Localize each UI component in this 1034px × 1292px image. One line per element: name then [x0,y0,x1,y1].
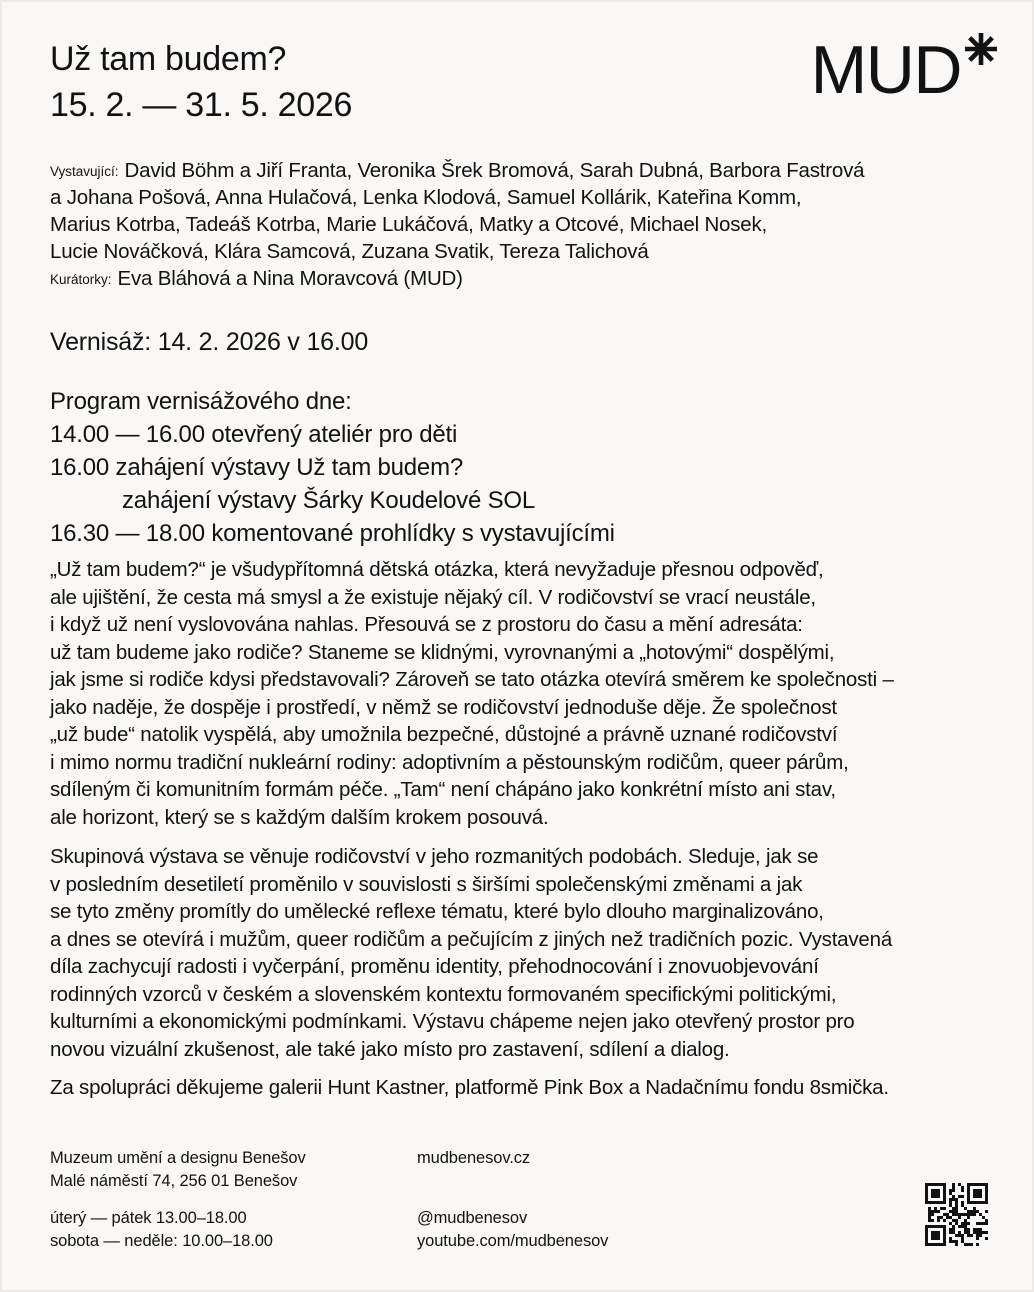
program-item: 16.00 zahájení výstavy Už tam budem? [50,454,464,481]
body-text-line: kulturními a ekonomickými podmínkami. Výstavu chápeme nejen jako otevřený prostor pro [50,1010,855,1033]
museum-address: Malé náměstí 74, 256 01 Benešov [50,1172,298,1190]
program-heading: Program vernisážového dne: [50,388,352,415]
program-item: 14.00 — 16.00 otevřený ateliér pro děti [50,421,458,448]
footer-website-block [417,1147,530,1170]
body-paragraph-2 [50,843,892,1063]
exhibitors-names-line: Lucie Nováčková, Klára Samcová, Zuzana Svatik, Tereza Talichová [50,240,649,263]
program-item: zahájení výstavy Šárky Koudelové SOL [122,487,536,514]
body-text-line: Skupinová výstava se věnuje rodičovství v jeho rozmanitých podobách. Sleduje, jak se [50,845,819,868]
body-text-line: i když už není vyslovována nahlas. Přesouvá se z prostoru do času a mění adresáta: [50,613,803,636]
exhibitors-names-line: Marius Kotrba, Tadeáš Kotrba, Marie Lukáčová, Matky a Otcové, Michael Nosek, [50,213,768,236]
qr-code [925,1183,988,1246]
body-text-line: i mimo normu tradiční nukleární rodiny: adoptivním a pěstounským rodičům, queer párům, [50,750,849,774]
body-text-line: ale ujištění, že cesta má smysl a že existuje nějaký cíl. V rodičovství se vrací neustále, [50,585,816,609]
body-text-line: sdíleným či komunitním formám péče. „Tam“ není chápáno jako konkrétní místo ani stav, [50,778,836,801]
footer-hours-block [50,1207,273,1253]
opening-hours-weekdays: úterý — pátek 13.00–18.00 [50,1209,247,1227]
exhibitors-more-lines [50,184,864,265]
youtube-url: youtube.com/mudbenesov [417,1232,609,1250]
body-text-line: novou vizuální zkušenost, ale také jako místo pro zastavení, sdílení a dialog. [50,1037,730,1061]
program-block [50,385,615,550]
body-text-line: díla zachycují radosti i vyčerpání, proměnu identity, přehodnocování i znovuobjevování [50,955,819,978]
vernissage-line: Vernisáž: 14. 2. 2026 v 16.00 [50,328,369,356]
exhibition-dates: 15. 2. — 31. 5. 2026 [50,86,353,124]
body-paragraph-1 [50,556,894,831]
curators-line [50,265,864,292]
title-block [50,36,352,128]
footer-museum-block [50,1147,306,1193]
body-text-line: jako naděje, že dospěje i prostředí, v němž se rodičovství jednoduše děje. Že společnost [50,695,837,719]
body-text-line: a dnes se otevírá i mužům, queer rodičům a pečujícím z jiných než tradičních pozic. Vystavená [50,927,893,951]
body-text-line: už tam budeme jako rodiče? Staneme se klidnými, vyrovnanými a „hotovými“ dospělými, [50,640,835,664]
acknowledgement-line: Za spolupráci děkujeme galerii Hunt Kastner, platformě Pink Box a Nadačnímu fondu 8smička. [50,1076,889,1099]
opening-hours-weekend: sobota — neděle: 10.00–18.00 [50,1232,273,1250]
asterisk-icon [964,32,998,71]
curators-label: Kurátorky: [50,272,112,287]
body-text-line: rodinných vzorců v českém a slovenském kontextu formovaném specifickými politickými, [50,982,837,1006]
footer-social-block [417,1207,608,1253]
website-url: mudbenesov.cz [417,1149,531,1167]
body-text-line: ale horizont, který se s každým dalším krokem posouvá. [50,805,549,829]
instagram-handle: @mudbenesov [417,1209,528,1227]
body-text-line: se tyto změny promítly do umělecké reflexe tématu, které bylo dlouho marginalizováno, [50,900,824,923]
mud-logo-text: MUD [810,32,961,108]
exhibitors-names-line: a Johana Pošová, Anna Hulačová, Lenka Klodová, Samuel Kollárik, Kateřina Komm, [50,186,802,209]
body-text-line: „Už tam budem?“ je všudypřítomná dětská otázka, která nevyžaduje přesnou odpověď, [50,558,824,581]
credits-block [50,157,864,292]
exhibition-title: Už tam budem? [50,40,287,78]
curators-names: Eva Bláhová a Nina Moravcová (MUD) [117,267,463,290]
exhibitors-first-line [50,157,864,184]
body-text-line: jak jsme si rodiče kdysi představovali? Zároveň se tato otázka otevírá směrem ke společnosti – [50,668,894,691]
museum-name: Muzeum umění a designu Benešov [50,1149,306,1167]
body-text-line: v posledním desetiletí proměnilo v souvislosti s širšími společenskými změnami a jak [50,872,803,896]
body-text-line: „už bude“ natolik vyspělá, aby umožnila bezpečné, důstojné a právně uznané rodičovství [50,723,838,746]
mud-logo [810,32,998,108]
program-item: 16.30 — 18.00 komentované prohlídky s vystavujícími [50,520,615,547]
exhibitors-names: David Böhm a Jiří Franta, Veronika Šrek Bromová, Sarah Dubná, Barbora Fastrová [124,159,865,182]
exhibitors-label: Vystavující: [50,164,119,179]
